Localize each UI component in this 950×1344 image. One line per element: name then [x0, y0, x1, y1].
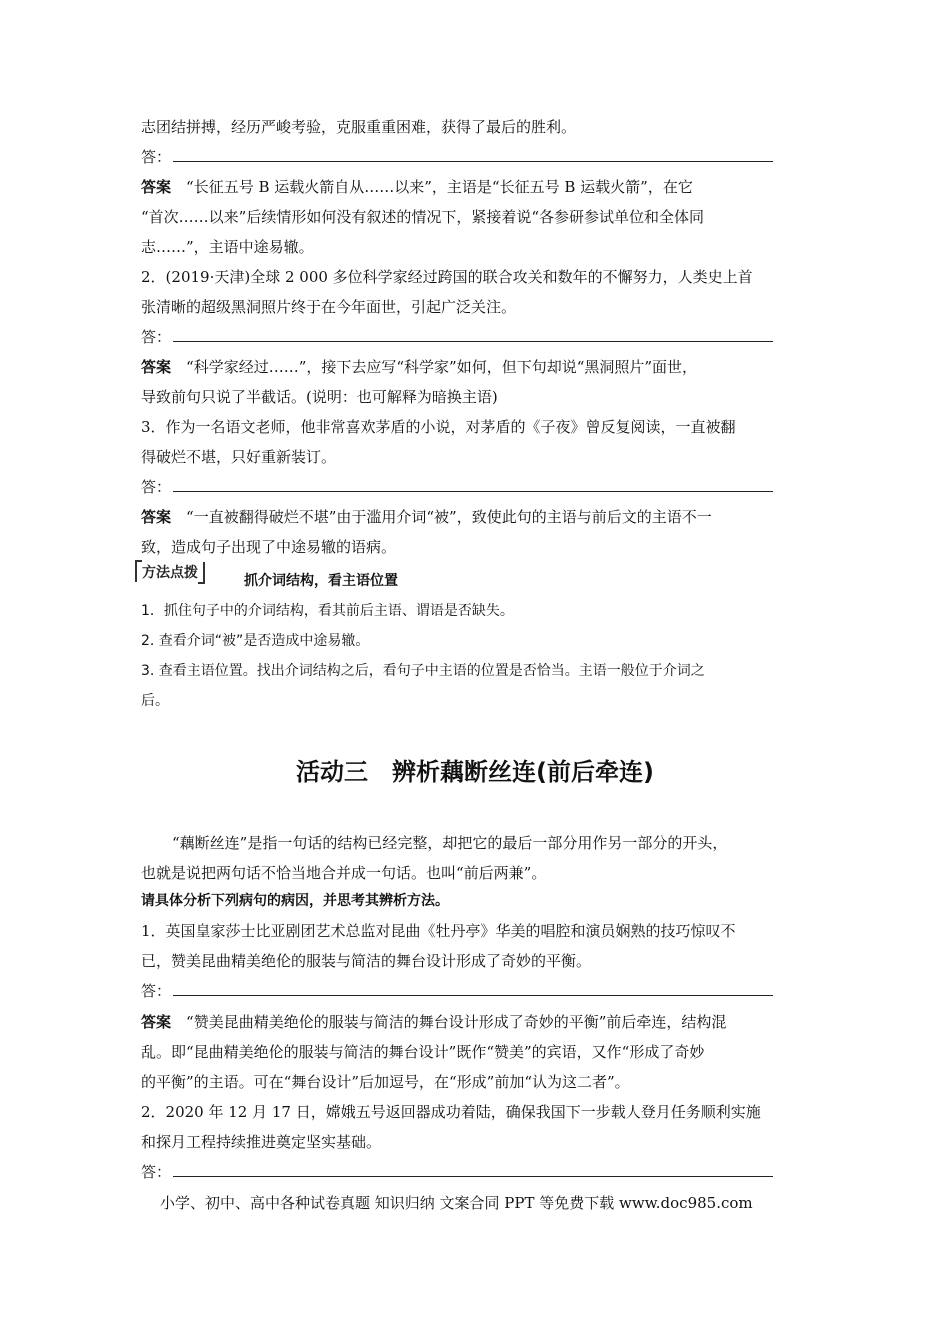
answer-underline: [173, 147, 773, 162]
page-footer: 小学、初中、高中各种试卷真题 知识归纳 文案合同 PPT 等免费下载 www.doc985.com: [160, 1194, 753, 1212]
question-line: 已，赞美昆曲精美绝伦的服装与简洁的舞台设计形成了奇妙的平衡。: [141, 952, 592, 970]
intro-line: “藕断丝连”是指一句话的结构已经完整，却把它的最后一部分用作另一部分的开头，: [172, 834, 728, 852]
answer-label: 答案: [141, 178, 172, 196]
answer-key: [141, 507, 712, 527]
question-line: 2．(2019·天津)全球 2 000 多位科学家经过跨国的联合攻关和数年的不懈努力，人类史上首: [141, 268, 753, 286]
answer-key: [141, 357, 697, 377]
method-tag: 方法点拨: [137, 562, 203, 582]
section-heading: 活动三 辨析藕断丝连(前后牵连): [296, 758, 654, 786]
question-line: 1．英国皇家莎士比亚剧团艺术总监对昆曲《牡丹亭》华美的唱腔和演员娴熟的技巧惊叹不: [141, 922, 736, 940]
answer-blank: [141, 477, 773, 497]
answer-underline: [173, 477, 773, 492]
method-item: 后。: [141, 693, 169, 709]
method-item: 1．抓住句子中的介词结构，看其前后主语、谓语是否缺失。: [141, 603, 514, 619]
question-line: 和探月工程持续推进奠定坚实基础。: [141, 1133, 382, 1151]
question-line: 3．作为一名语文老师，他非常喜欢茅盾的小说，对茅盾的《子夜》曾反复阅读，一直被翻: [141, 418, 736, 436]
answer-prefix: 答：: [141, 1163, 172, 1181]
answer-prefix: 答：: [141, 982, 172, 1000]
answer-text: “一直被翻得破烂不堪”由于滥用介词“被”，致使此句的主语与前后文的主语不一: [186, 508, 712, 526]
answer-blank: [141, 327, 773, 347]
answer-key: [141, 177, 693, 197]
text-line: 乱。即“昆曲精美绝伦的服装与简洁的舞台设计”既作“赞美”的宾语，又作“形成了奇妙: [141, 1043, 705, 1061]
answer-text: “科学家经过……”，接下去应写“科学家”如何，但下句却说“黑洞照片”面世，: [186, 358, 698, 376]
answer-underline: [173, 981, 773, 996]
answer-blank: [141, 147, 773, 167]
question-line: 得破烂不堪，只好重新装订。: [141, 448, 337, 466]
answer-label: 答案: [141, 358, 172, 376]
question-line: 2．2020 年 12 月 17 日，嫦娥五号返回器成功着陆，确保我国下一步载人登月任务顺利实施: [141, 1103, 761, 1121]
answer-underline: [173, 1162, 773, 1177]
text-line: 的平衡”的主语。可在“舞台设计”后加逗号，在“形成”前加“认为这二者”。: [141, 1073, 630, 1091]
question-line: 张清晰的超级黑洞照片终于在今年面世，引起广泛关注。: [141, 298, 517, 316]
answer-label: 答案: [141, 508, 172, 526]
answer-text: “赞美昆曲精美绝伦的服装与简洁的舞台设计形成了奇妙的平衡”前后牵连，结构混: [186, 1013, 727, 1031]
answer-text: “长征五号 B 运载火箭自从……以来”，主语是“长征五号 B 运载火箭”，在它: [186, 178, 693, 196]
task-instruction: 请具体分析下列病句的病因，并思考其辨析方法。: [141, 893, 449, 909]
answer-prefix: 答：: [141, 328, 172, 346]
text-line: “首次……以来”后续情形如何没有叙述的情况下，紧接着说“各参研参试单位和全体同: [141, 208, 705, 226]
method-item: 2. 查看介词“被”是否造成中途易辙。: [141, 633, 370, 649]
text-line: 志团结拼搏，经历严峻考验，克服重重困难，获得了最后的胜利。: [141, 118, 577, 136]
text-line: 志……”，主语中途易辙。: [141, 238, 314, 256]
method-item: 3. 查看主语位置。找出介词结构之后，看句子中主语的位置是否恰当。主语一般位于介词之: [141, 663, 705, 679]
text-line: 导致前句只说了半截话。(说明：也可解释为暗换主语): [141, 388, 498, 406]
text-line: 致，造成句子出现了中途易辙的语病。: [141, 538, 397, 556]
answer-key: [141, 1012, 726, 1032]
method-title: 抓介词结构，看主语位置: [244, 573, 398, 589]
answer-blank: [141, 981, 773, 1001]
intro-line: 也就是说把两句话不恰当地合并成一句话。也叫“前后两兼”。: [141, 864, 547, 882]
answer-underline: [173, 327, 773, 342]
answer-label: 答案: [141, 1013, 172, 1031]
answer-prefix: 答：: [141, 478, 172, 496]
answer-prefix: 答：: [141, 148, 172, 166]
answer-blank: [141, 1162, 773, 1182]
